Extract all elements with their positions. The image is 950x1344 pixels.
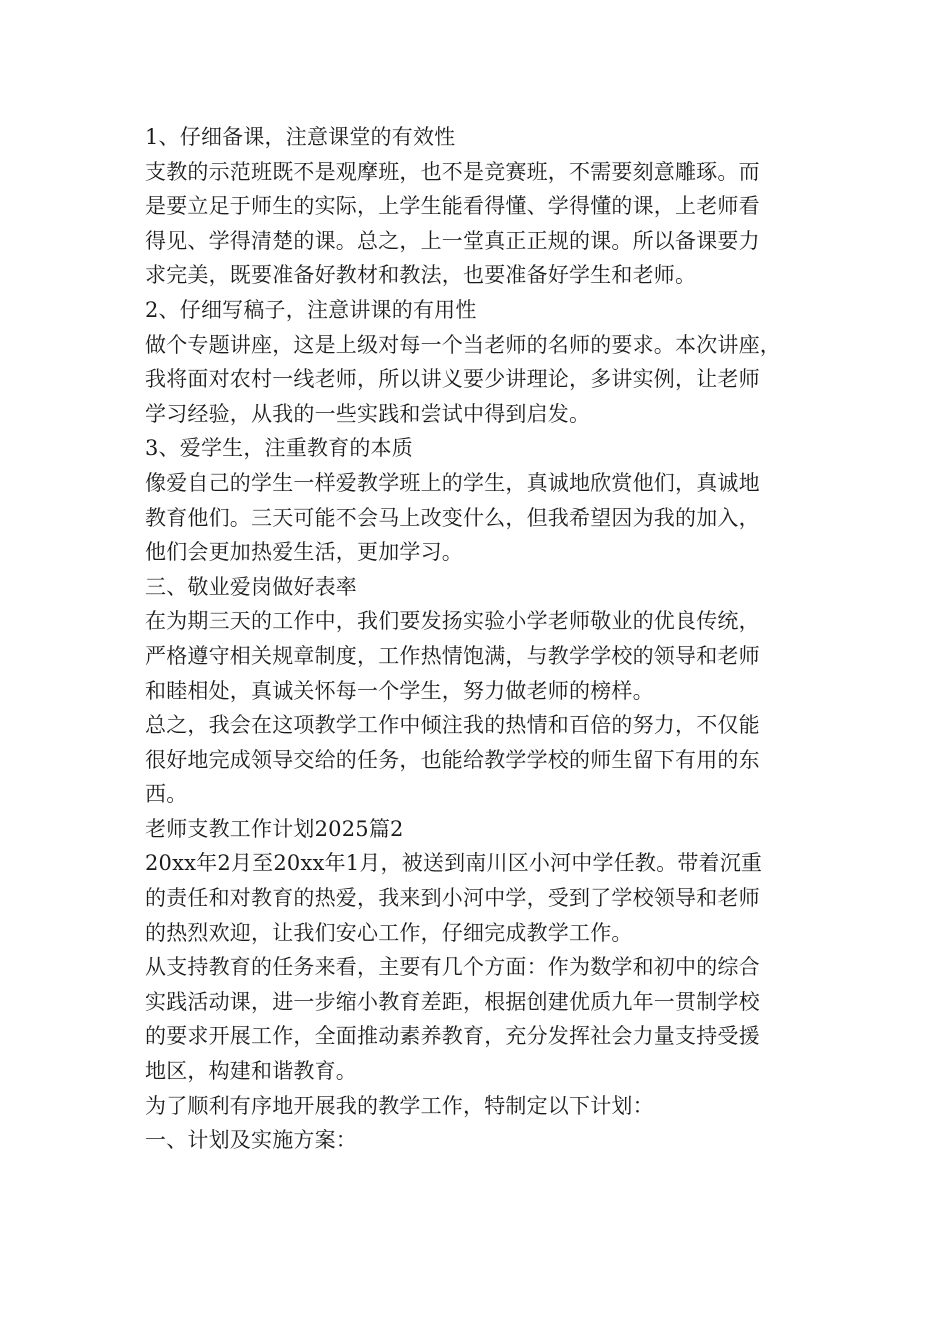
paragraph-line: 很好地完成领导交给的任务，也能给教学学校的师生留下有用的东 — [145, 747, 760, 772]
paragraph-line: 总之，我会在这项教学工作中倾注我的热情和百倍的努力，不仅能 — [145, 713, 760, 738]
article-title: 老师支教工作计划2025篇2 — [145, 816, 404, 841]
paragraph-line: 是要立足于师生的实际，上学生能看得懂、学得懂的课，上老师看 — [145, 194, 760, 219]
paragraph-line: 学习经验，从我的一些实践和尝试中得到启发。 — [145, 401, 591, 426]
paragraph-line: 20xx年2月至20xx年1月，被送到南川区小河中学任教。带着沉重 — [145, 851, 763, 876]
paragraph-line: 我将面对农村一线老师，所以讲义要少讲理论，多讲实例，让老师 — [145, 367, 760, 392]
paragraph-line: 的责任和对教育的热爱，我来到小河中学，受到了学校领导和老师 — [145, 886, 760, 911]
paragraph-line: 像爱自己的学生一样爱教学班上的学生，真诚地欣赏他们，真诚地 — [145, 470, 760, 495]
paragraph-line: 实践活动课，进一步缩小教育差距，根据创建优质九年一贯制学校 — [145, 989, 760, 1014]
paragraph-line: 在为期三天的工作中，我们要发扬实验小学老师敬业的优良传统， — [145, 609, 760, 634]
paragraph-line: 的要求开展工作，全面推动素养教育，充分发挥社会力量支持受援 — [145, 1024, 760, 1049]
document-body — [145, 120, 815, 1158]
paragraph-line: 严格遵守相关规章制度，工作热情饱满，与教学学校的领导和老师 — [145, 643, 760, 668]
paragraph-line: 得见、学得清楚的课。总之，上一堂真正正规的课。所以备课要力 — [145, 228, 760, 253]
paragraph-line: 为了顺利有序地开展我的教学工作，特制定以下计划： — [145, 1093, 654, 1118]
paragraph-line: 支教的示范班既不是观摩班，也不是竞赛班，不需要刻意雕琢。而 — [145, 159, 760, 184]
paragraph-line: 的热烈欢迎，让我们安心工作，仔细完成教学工作。 — [145, 920, 633, 945]
section-heading-one: 一、计划及实施方案： — [145, 1128, 357, 1153]
section-heading-2: 2、仔细写稿子，注意讲课的有用性 — [145, 297, 477, 322]
section-heading-1: 1、仔细备课，注意课堂的有效性 — [145, 125, 456, 149]
section-heading-3: 3、爱学生，注重教育的本质 — [145, 436, 413, 461]
paragraph-line: 求完美，既要准备好教材和教法，也要准备好学生和老师。 — [145, 263, 697, 288]
paragraph-line: 西。 — [145, 782, 188, 807]
paragraph-line: 做个专题讲座，这是上级对每一个当老师的名师的要求。本次讲座， — [145, 332, 781, 357]
paragraph-line: 他们会更加热爱生活，更加学习。 — [145, 540, 463, 565]
section-heading-three: 三、敬业爱岗做好表率 — [145, 574, 357, 599]
paragraph-line: 和睦相处，真诚关怀每一个学生，努力做老师的榜样。 — [145, 678, 654, 703]
paragraph-line: 地区，构建和谐教育。 — [145, 1059, 357, 1084]
paragraph-line: 从支持教育的任务来看，主要有几个方面：作为数学和初中的综合 — [145, 955, 760, 980]
paragraph-line: 教育他们。三天可能不会马上改变什么，但我希望因为我的加入， — [145, 505, 760, 530]
